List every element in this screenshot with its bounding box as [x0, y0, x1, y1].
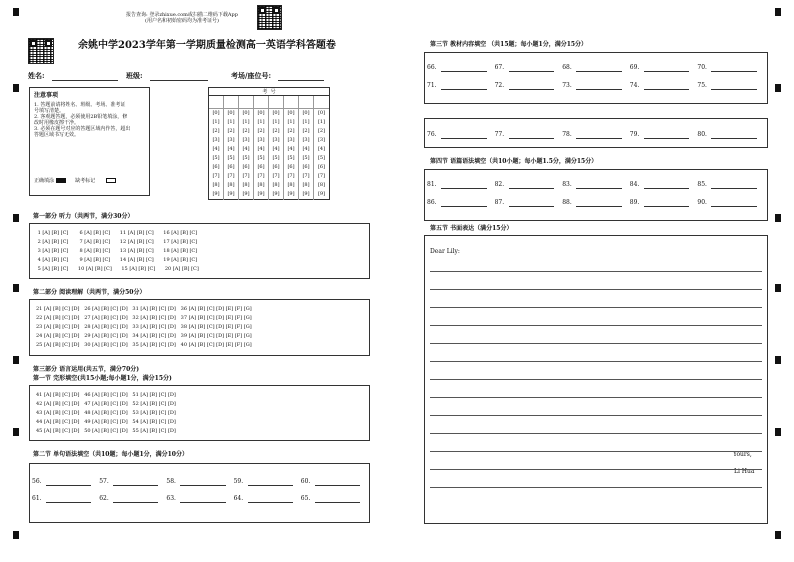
- blank-number: 67.: [494, 64, 505, 71]
- fill-blank[interactable]: [427, 131, 495, 139]
- digit-bubble[interactable]: [2]: [287, 128, 295, 134]
- blank-number: 62.: [99, 495, 109, 502]
- timing-mark: [13, 8, 19, 16]
- name-field[interactable]: [52, 80, 118, 81]
- writing-line[interactable]: [430, 469, 762, 470]
- digit-bubble[interactable]: [4]: [317, 146, 326, 152]
- digit-bubble[interactable]: [6]: [257, 164, 265, 170]
- digit-bubble[interactable]: [7]: [257, 173, 265, 179]
- blank-line[interactable]: [711, 188, 757, 189]
- timing-mark: [13, 356, 19, 364]
- writing-line[interactable]: [430, 271, 762, 272]
- blank-line[interactable]: [46, 485, 91, 486]
- blank-line[interactable]: [315, 485, 360, 486]
- blank-line[interactable]: [644, 71, 690, 72]
- page-title: 余姚中学2023学年第一学期质量检测高一英语学科答题卷: [78, 40, 336, 51]
- digit-bubble[interactable]: [4]: [287, 146, 295, 152]
- writing-line[interactable]: [430, 289, 762, 290]
- timing-mark: [775, 284, 781, 292]
- blank-line[interactable]: [441, 138, 487, 139]
- exam-number-entry-cell[interactable]: [224, 96, 238, 109]
- digit-bubble[interactable]: [0]: [242, 110, 250, 116]
- blank-line[interactable]: [644, 188, 690, 189]
- part1-answer-box: [29, 223, 370, 279]
- digit-bubble[interactable]: [6]: [212, 164, 220, 170]
- timing-mark: [775, 428, 781, 436]
- fill-blank[interactable]: [99, 495, 166, 503]
- blank-line[interactable]: [113, 485, 158, 486]
- blank-line[interactable]: [644, 89, 690, 90]
- digit-bubble[interactable]: [8]: [272, 182, 280, 188]
- digit-bubble[interactable]: [4]: [257, 146, 265, 152]
- writing-line[interactable]: [430, 379, 762, 380]
- digit-bubble[interactable]: [2]: [227, 128, 235, 134]
- blank-number: 87.: [494, 199, 505, 206]
- digit-bubble[interactable]: [5]: [317, 155, 326, 161]
- timing-mark: [775, 214, 781, 222]
- fill-blank[interactable]: [495, 131, 563, 139]
- report-notice: [112, 12, 252, 24]
- digit-bubble[interactable]: [3]: [317, 137, 326, 143]
- digit-bubble[interactable]: [1]: [242, 119, 250, 125]
- letter-closing: Yours,: [733, 451, 752, 458]
- digit-bubble[interactable]: [5]: [302, 155, 310, 161]
- digit-bubble[interactable]: [6]: [287, 164, 295, 170]
- blank-line[interactable]: [711, 138, 757, 139]
- blank-line[interactable]: [576, 206, 622, 207]
- blank-line[interactable]: [509, 71, 555, 72]
- writing-line[interactable]: [430, 361, 762, 362]
- fill-blank[interactable]: [99, 478, 166, 486]
- blank-number: 60.: [300, 478, 311, 485]
- timing-mark: [13, 284, 19, 292]
- digit-bubble[interactable]: [7]: [287, 173, 295, 179]
- fill-blank[interactable]: [495, 82, 563, 90]
- digit-bubble[interactable]: [0]: [302, 110, 310, 116]
- answer-row[interactable]: 43 [A] [B] [C] [D] 48 [A] [B] [C] [D] 53 [A] [B] [C] [D]: [36, 410, 176, 416]
- fill-blank[interactable]: [697, 82, 765, 90]
- digit-bubble[interactable]: [3]: [257, 137, 265, 143]
- timing-mark: [775, 8, 781, 16]
- fill-blank[interactable]: [166, 495, 233, 503]
- digit-bubble[interactable]: [3]: [212, 137, 220, 143]
- instruction-line: 答题区域书写无效。: [34, 132, 80, 138]
- fill-legend: [34, 178, 149, 184]
- fill-blank[interactable]: [697, 64, 765, 72]
- blank-number: 65.: [300, 495, 311, 502]
- digit-bubble[interactable]: [5]: [227, 155, 235, 161]
- blank-line[interactable]: [711, 89, 757, 90]
- answer-row[interactable]: 21 [A] [B] [C] [D] 26 [A] [B] [C] [D] 31 [A] [B] [C] [D] 36 [A] [B] [C] [D] [E] [F] [G]: [36, 306, 252, 312]
- digit-bubble[interactable]: [1]: [302, 119, 310, 125]
- answer-row[interactable]: 23 [A] [B] [C] [D] 28 [A] [B] [C] [D] 33 [A] [B] [C] [D] 38 [A] [B] [C] [D] [E] [F] [G]: [36, 324, 252, 330]
- digit-bubble[interactable]: [7]: [242, 173, 250, 179]
- timing-mark: [13, 84, 19, 92]
- digit-bubble[interactable]: [0]: [212, 110, 220, 116]
- digit-bubble[interactable]: [4]: [242, 146, 250, 152]
- blank-line[interactable]: [509, 206, 555, 207]
- exam-number-entry-cell[interactable]: [209, 96, 223, 109]
- writing-line[interactable]: [430, 343, 762, 344]
- digit-bubble[interactable]: [2]: [302, 128, 310, 134]
- blank-line[interactable]: [576, 138, 622, 139]
- blank-number: 80.: [697, 131, 707, 138]
- timing-mark: [13, 214, 19, 222]
- fill-blank[interactable]: [630, 199, 698, 207]
- writing-line[interactable]: [430, 325, 762, 326]
- digit-bubble[interactable]: [1]: [317, 119, 326, 125]
- exam-number-column: [299, 96, 314, 200]
- section4-title: 第四节 语篇语法填空（共10小题；每小题1.5分，满分15分）: [430, 158, 598, 165]
- answer-row[interactable]: 22 [A] [B] [C] [D] 27 [A] [B] [C] [D] 32 [A] [B] [C] [D] 37 [A] [B] [C] [D] [E] [F] [G]: [36, 315, 252, 321]
- digit-bubble[interactable]: [3]: [302, 137, 310, 143]
- digit-bubble[interactable]: [4]: [227, 146, 235, 152]
- answer-row[interactable]: 41 [A] [B] [C] [D] 46 [A] [B] [C] [D] 51 [A] [B] [C] [D]: [36, 392, 176, 398]
- blank-line[interactable]: [441, 188, 487, 189]
- digit-bubble[interactable]: [2]: [317, 128, 326, 134]
- app-qr-code[interactable]: [257, 5, 282, 30]
- blank-line[interactable]: [46, 502, 91, 503]
- fill-blank[interactable]: [562, 181, 630, 189]
- blank-number: 63.: [166, 495, 176, 502]
- fill-blank[interactable]: [301, 495, 368, 503]
- instruction-line: 3. 必须在题号对应的答题区域内作答，超出: [34, 126, 131, 132]
- digit-bubble[interactable]: [9]: [287, 191, 295, 197]
- room-seat-field[interactable]: [278, 80, 324, 81]
- digit-bubble[interactable]: [8]: [257, 182, 265, 188]
- digit-bubble[interactable]: [1]: [287, 119, 295, 125]
- digit-bubble[interactable]: [3]: [242, 137, 250, 143]
- digit-bubble[interactable]: [2]: [242, 128, 250, 134]
- blank-number: 75.: [697, 82, 707, 89]
- blank-number: 74.: [629, 82, 640, 89]
- digit-bubble[interactable]: [0]: [272, 110, 280, 116]
- timing-mark: [775, 356, 781, 364]
- blank-number: 58.: [166, 478, 176, 485]
- digit-bubble[interactable]: [9]: [227, 191, 235, 197]
- digit-bubble[interactable]: [2]: [257, 128, 265, 134]
- answer-row[interactable]: 2 [A] [B] [C] 7 [A] [B] [C] 12 [A] [B] [C] 17 [A] [B] [C]: [36, 239, 198, 245]
- writing-line[interactable]: [430, 415, 762, 416]
- digit-bubble[interactable]: [6]: [272, 164, 280, 170]
- digit-bubble[interactable]: [8]: [212, 182, 220, 188]
- digit-bubble[interactable]: [8]: [317, 182, 326, 188]
- digit-bubble[interactable]: [7]: [272, 173, 280, 179]
- fill-blank[interactable]: [697, 131, 765, 139]
- blank-line[interactable]: [441, 89, 487, 90]
- student-qr-code: [28, 38, 54, 64]
- digit-bubble[interactable]: [4]: [302, 146, 310, 152]
- digit-bubble[interactable]: [4]: [212, 146, 220, 152]
- exam-number-column: [314, 96, 329, 200]
- blank-line[interactable]: [576, 89, 622, 90]
- fill-blank[interactable]: [630, 181, 698, 189]
- answer-row[interactable]: 42 [A] [B] [C] [D] 47 [A] [B] [C] [D] 52 [A] [B] [C] [D]: [36, 401, 176, 407]
- digit-bubble[interactable]: [9]: [272, 191, 280, 197]
- digit-bubble[interactable]: [7]: [212, 173, 220, 179]
- fill-blank[interactable]: [234, 495, 301, 503]
- answer-row[interactable]: 45 [A] [B] [C] [D] 50 [A] [B] [C] [D] 55 [A] [B] [C] [D]: [36, 428, 176, 434]
- blank-number: 56.: [32, 478, 42, 485]
- blank-line[interactable]: [711, 206, 757, 207]
- part2-answer-box: [29, 299, 370, 356]
- instruction-line: 号填写清楚。: [34, 108, 65, 114]
- fill-blank[interactable]: [697, 181, 765, 189]
- digit-bubble[interactable]: [8]: [287, 182, 295, 188]
- exam-number-column: [209, 96, 224, 200]
- digit-bubble[interactable]: [5]: [272, 155, 280, 161]
- blank-number: 90.: [697, 199, 707, 206]
- blank-number: 71.: [427, 82, 437, 89]
- blank-number: 68.: [562, 64, 572, 71]
- part1-title: 第一部分 听力（共两节，满分30分）: [33, 213, 134, 220]
- blank-number: 89.: [629, 199, 640, 206]
- part3-section2-title: 第二节 单句语法填空（共10题；每小题1分，满分10分）: [33, 451, 188, 458]
- fill-blank[interactable]: [495, 199, 563, 207]
- fill-blank[interactable]: [697, 199, 765, 207]
- answer-row[interactable]: 44 [A] [B] [C] [D] 49 [A] [B] [C] [D] 54 [A] [B] [C] [D]: [36, 419, 176, 425]
- blank-line[interactable]: [711, 71, 757, 72]
- grammar-fill-box: [29, 463, 370, 523]
- digit-bubble[interactable]: [4]: [272, 146, 280, 152]
- digit-bubble[interactable]: [0]: [227, 110, 235, 116]
- digit-bubble[interactable]: [0]: [317, 110, 326, 116]
- correct-fill-label: 正确填涂: [34, 178, 55, 184]
- digit-bubble[interactable]: [8]: [227, 182, 235, 188]
- missing-mark-label: 缺考标记: [75, 178, 96, 184]
- fill-blank[interactable]: [495, 181, 563, 189]
- textbook-fill-extra-box: [424, 118, 768, 148]
- timing-mark: [13, 428, 19, 436]
- room-seat-label: 考场/座位号:: [231, 71, 272, 80]
- blank-number: 72.: [494, 82, 505, 89]
- writing-line[interactable]: [430, 451, 762, 452]
- timing-mark: [775, 531, 781, 539]
- fill-blank[interactable]: [301, 478, 368, 486]
- instructions-title: 注意事项: [34, 92, 59, 99]
- writing-line[interactable]: [430, 433, 762, 434]
- digit-bubble[interactable]: [2]: [272, 128, 280, 134]
- answer-row[interactable]: 1 [A] [B] [C] 6 [A] [B] [C] 11 [A] [B] [C] 16 [A] [B] [C]: [36, 230, 198, 236]
- writing-line[interactable]: [430, 397, 762, 398]
- blank-number: 66.: [427, 64, 437, 71]
- exam-number-entry-cell[interactable]: [239, 96, 253, 109]
- report-notice-line1: 报告查询: 登录zhixue.com或扫描二维码下载App: [126, 12, 238, 18]
- blank-number: 82.: [494, 181, 505, 188]
- exam-number-column: [224, 96, 239, 200]
- exam-number-entry-cell[interactable]: [299, 96, 313, 109]
- fill-blank[interactable]: [630, 64, 698, 72]
- fill-blank[interactable]: [630, 82, 698, 90]
- blank-number: 76.: [427, 131, 437, 138]
- exam-number-column: [269, 96, 284, 200]
- part3-section1-title: 第一节 完形填空(共15小题;每小题1分，满分15分): [33, 375, 172, 382]
- blank-line[interactable]: [441, 206, 487, 207]
- textbook-fill-box: [424, 52, 768, 104]
- exam-number-column: [254, 96, 269, 200]
- digit-bubble[interactable]: [1]: [257, 119, 265, 125]
- writing-line[interactable]: [430, 487, 762, 488]
- filled-bubble-icon: [56, 178, 66, 183]
- digit-bubble[interactable]: [6]: [242, 164, 250, 170]
- digit-bubble[interactable]: [9]: [317, 191, 326, 197]
- fill-blank[interactable]: [32, 478, 99, 486]
- fill-blank[interactable]: [630, 131, 698, 139]
- letter-signature: Li Hua: [734, 468, 755, 475]
- digit-bubble[interactable]: [1]: [212, 119, 220, 125]
- blank-number: 73.: [562, 82, 572, 89]
- blank-line[interactable]: [509, 89, 555, 90]
- fill-blank[interactable]: [562, 64, 630, 72]
- fill-blank[interactable]: [427, 181, 495, 189]
- blank-number: 85.: [697, 181, 707, 188]
- timing-mark: [775, 84, 781, 92]
- fill-blank[interactable]: [32, 495, 99, 503]
- fill-blank[interactable]: [427, 82, 495, 90]
- fill-blank[interactable]: [562, 82, 630, 90]
- digit-bubble[interactable]: [5]: [212, 155, 220, 161]
- writing-line[interactable]: [430, 307, 762, 308]
- blank-number: 81.: [427, 181, 437, 188]
- digit-bubble[interactable]: [6]: [317, 164, 326, 170]
- report-notice-line2: (用户名和初始密码均为准考证号): [145, 18, 219, 24]
- digit-bubble[interactable]: [3]: [272, 137, 280, 143]
- blank-line[interactable]: [315, 502, 360, 503]
- digit-bubble[interactable]: [5]: [257, 155, 265, 161]
- exam-number-entry-cell[interactable]: [284, 96, 298, 109]
- digit-bubble[interactable]: [1]: [227, 119, 235, 125]
- digit-bubble[interactable]: [2]: [212, 128, 220, 134]
- exam-number-columns: [209, 96, 329, 200]
- digit-bubble[interactable]: [3]: [227, 137, 235, 143]
- answer-row[interactable]: 4 [A] [B] [C] 9 [A] [B] [C] 14 [A] [B] [C] 19 [A] [B] [C]: [36, 257, 198, 263]
- instruction-line: 1. 答题前请将姓名、班级、考场、准考证: [34, 102, 126, 108]
- part2-title: 第二部分 阅读理解（共两节，满分50分）: [33, 289, 146, 296]
- exam-number-entry-cell[interactable]: [254, 96, 268, 109]
- fill-blank[interactable]: [562, 199, 630, 207]
- blank-line[interactable]: [576, 71, 622, 72]
- blank-number: 88.: [562, 199, 572, 206]
- instructions-box: [29, 87, 150, 196]
- blank-number: 64.: [233, 495, 244, 502]
- digit-bubble[interactable]: [5]: [242, 155, 250, 161]
- letter-greeting: Dear Lily:: [430, 248, 460, 255]
- blank-number: 83.: [562, 181, 572, 188]
- digit-bubble[interactable]: [9]: [302, 191, 310, 197]
- digit-bubble[interactable]: [7]: [302, 173, 310, 179]
- instructions-text: [34, 102, 146, 138]
- part3-title: 第三部分 语言运用(共五节，满分70分): [33, 366, 140, 373]
- fill-blank[interactable]: [427, 199, 495, 207]
- exam-number-title: 考 号: [209, 89, 329, 96]
- passage-grammar-box: [424, 169, 768, 221]
- exam-number-entry-cell[interactable]: [269, 96, 283, 109]
- section3-title: 第三节 教材内容填空 （共15题；每小题1分，满分15分）: [430, 41, 588, 48]
- class-field[interactable]: [150, 80, 208, 81]
- name-label: 姓名:: [28, 71, 45, 80]
- digit-bubble[interactable]: [8]: [302, 182, 310, 188]
- digit-bubble[interactable]: [6]: [227, 164, 235, 170]
- blank-number: 86.: [427, 199, 437, 206]
- blank-line[interactable]: [509, 138, 555, 139]
- fill-blank[interactable]: [495, 64, 563, 72]
- blank-number: 77.: [494, 131, 505, 138]
- section5-title: 第五节 书面表达（满分15分）: [430, 225, 513, 232]
- blank-line[interactable]: [644, 206, 690, 207]
- exam-number-grid: [208, 87, 330, 200]
- digit-bubble[interactable]: [0]: [287, 110, 295, 116]
- answer-row[interactable]: 24 [A] [B] [C] [D] 29 [A] [B] [C] [D] 34 [A] [B] [C] [D] 39 [A] [B] [C] [D] [E] [F] [G]: [36, 333, 252, 339]
- blank-number: 57.: [99, 478, 109, 485]
- fill-blank[interactable]: [234, 478, 301, 486]
- exam-number-entry-cell[interactable]: [314, 96, 329, 109]
- digit-bubble[interactable]: [5]: [287, 155, 295, 161]
- answer-row[interactable]: 3 [A] [B] [C] 8 [A] [B] [C] 13 [A] [B] [C] 18 [A] [B] [C]: [36, 248, 198, 254]
- blank-number: 70.: [697, 64, 707, 71]
- part3-answer-box: [29, 385, 370, 441]
- digit-bubble[interactable]: [3]: [287, 137, 295, 143]
- blank-number: 79.: [629, 131, 640, 138]
- blank-line[interactable]: [509, 188, 555, 189]
- blank-line[interactable]: [113, 502, 158, 503]
- fill-blank[interactable]: [562, 131, 630, 139]
- digit-bubble[interactable]: [6]: [302, 164, 310, 170]
- digit-bubble[interactable]: [0]: [257, 110, 265, 116]
- exam-number-column: [284, 96, 299, 200]
- digit-bubble[interactable]: [9]: [212, 191, 220, 197]
- blank-line[interactable]: [576, 188, 622, 189]
- timing-mark: [13, 531, 19, 539]
- digit-bubble[interactable]: [9]: [257, 191, 265, 197]
- fill-blank[interactable]: [166, 478, 233, 486]
- exam-number-column: [239, 96, 254, 200]
- fill-blank[interactable]: [427, 64, 495, 72]
- blank-line[interactable]: [644, 138, 690, 139]
- digit-bubble[interactable]: [8]: [242, 182, 250, 188]
- instruction-line: 改时用橡皮擦干净。: [34, 120, 80, 126]
- blank-number: 59.: [233, 478, 244, 485]
- blank-number: 61.: [32, 495, 42, 502]
- class-label: 班级:: [126, 71, 143, 80]
- blank-line[interactable]: [441, 71, 487, 72]
- blank-line[interactable]: [180, 485, 225, 486]
- answer-row[interactable]: 25 [A] [B] [C] [D] 30 [A] [B] [C] [D] 35 [A] [B] [C] [D] 40 [A] [B] [C] [D] [E] [F] [G]: [36, 342, 252, 348]
- digit-bubble[interactable]: [1]: [272, 119, 280, 125]
- digit-bubble[interactable]: [9]: [242, 191, 250, 197]
- blank-number: 69.: [629, 64, 640, 71]
- answer-row[interactable]: 5 [A] [B] [C] 10 [A] [B] [C] 15 [A] [B] [C] 20 [A] [B] [C]: [36, 266, 199, 272]
- blank-line[interactable]: [248, 502, 293, 503]
- absent-mark-checkbox[interactable]: [106, 178, 116, 183]
- blank-number: 78.: [562, 131, 572, 138]
- blank-line[interactable]: [248, 485, 293, 486]
- blank-number: 84.: [629, 181, 640, 188]
- digit-bubble[interactable]: [7]: [317, 173, 326, 179]
- digit-bubble[interactable]: [7]: [227, 173, 235, 179]
- instruction-line: 2. 客观题答题，必须使用2B铅笔填涂，修: [34, 114, 128, 120]
- blank-line[interactable]: [180, 502, 225, 503]
